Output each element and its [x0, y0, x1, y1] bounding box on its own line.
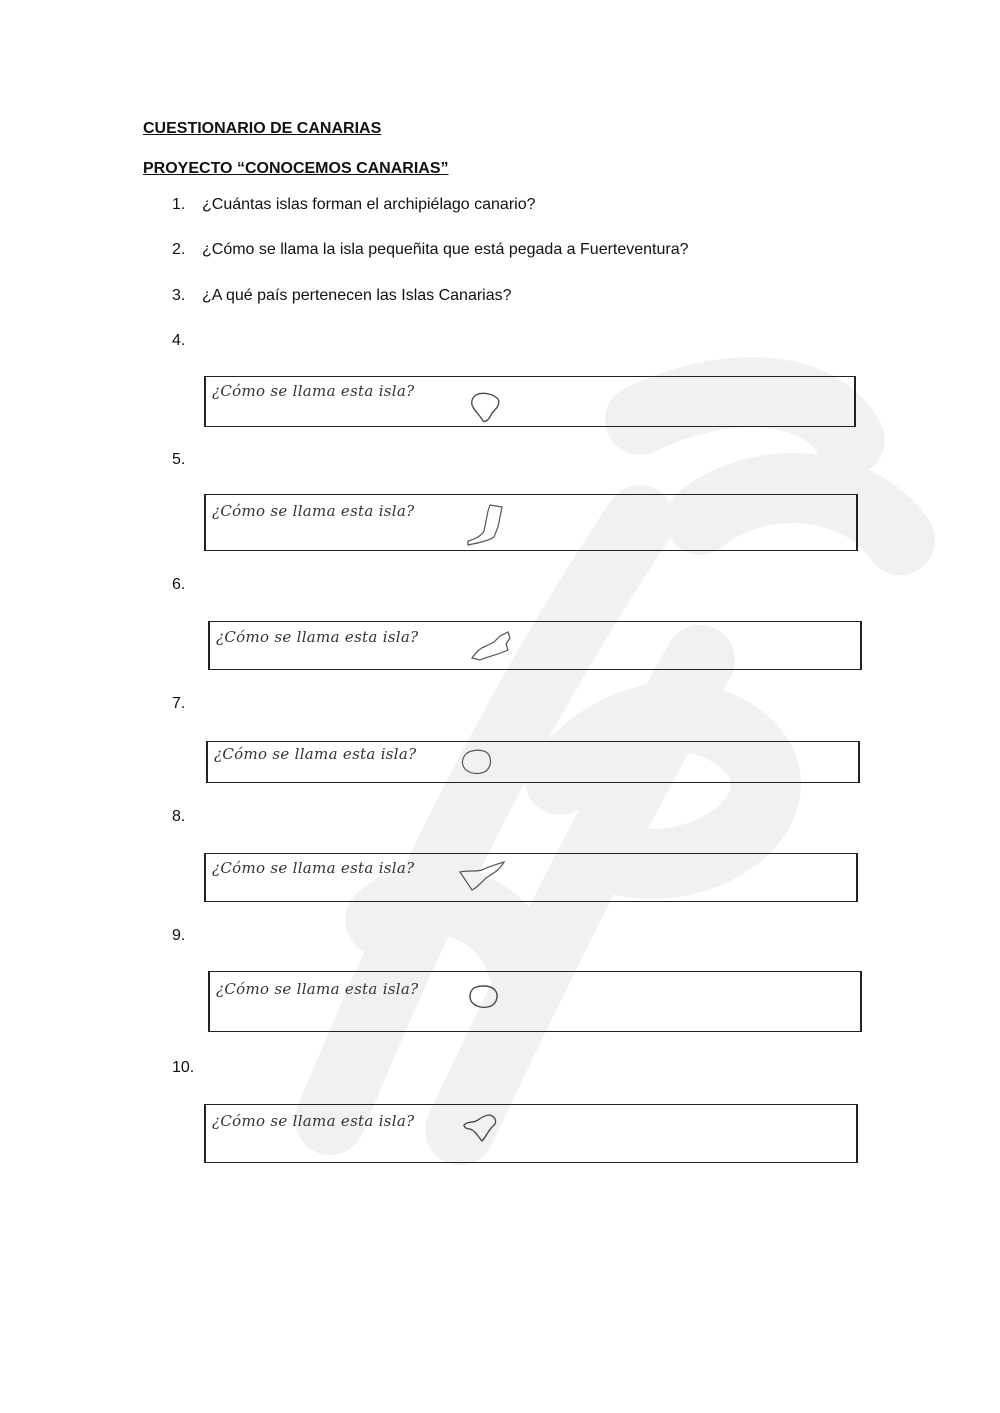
question-number: 5.	[172, 451, 186, 468]
question-number: 2.	[172, 241, 186, 258]
gran-canaria-outline-icon	[460, 748, 494, 776]
question-number: 7.	[172, 695, 186, 712]
answer-box[interactable]	[204, 494, 858, 551]
lanzarote-outline-icon	[470, 630, 514, 662]
question-prompt: ¿Cómo se llama esta isla?	[212, 502, 415, 520]
question-text: ¿Cuántas islas forman el archipiélago canario?	[202, 196, 536, 213]
question-prompt: ¿Cómo se llama esta isla?	[212, 1112, 415, 1130]
question-text: ¿A qué país pertenecen las Islas Canarias?	[202, 287, 512, 304]
question-text: ¿Cómo se llama la isla pequeñita que está pegada a Fuerteventura?	[202, 241, 689, 258]
question-prompt: ¿Cómo se llama esta isla?	[216, 980, 419, 998]
question-number: 6.	[172, 576, 186, 593]
answer-box[interactable]	[208, 971, 862, 1032]
question-number: 4.	[172, 332, 186, 349]
question-number: 8.	[172, 808, 186, 825]
tenerife-outline-icon	[458, 860, 506, 892]
project-subtitle: PROYECTO “CONOCEMOS CANARIAS”	[143, 160, 449, 177]
el-hierro-outline-icon	[468, 984, 500, 1010]
question-number: 9.	[172, 927, 186, 944]
answer-box[interactable]	[208, 621, 862, 670]
answer-box[interactable]	[206, 741, 860, 783]
page-title: CUESTIONARIO DE CANARIAS	[143, 120, 382, 137]
question-prompt: ¿Cómo se llama esta isla?	[214, 745, 417, 763]
answer-box[interactable]	[204, 376, 856, 427]
question-number: 10.	[172, 1059, 195, 1076]
question-prompt: ¿Cómo se llama esta isla?	[212, 382, 415, 400]
answer-box[interactable]	[204, 853, 858, 902]
fuerteventura-outline-icon	[464, 503, 506, 547]
la-palma-outline-icon	[462, 1113, 500, 1143]
question-prompt: ¿Cómo se llama esta isla?	[212, 859, 415, 877]
question-number: 3.	[172, 287, 186, 304]
answer-box[interactable]	[204, 1104, 858, 1163]
la-gomera-outline-icon	[470, 391, 504, 425]
question-number: 1.	[172, 196, 186, 213]
question-prompt: ¿Cómo se llama esta isla?	[216, 628, 419, 646]
